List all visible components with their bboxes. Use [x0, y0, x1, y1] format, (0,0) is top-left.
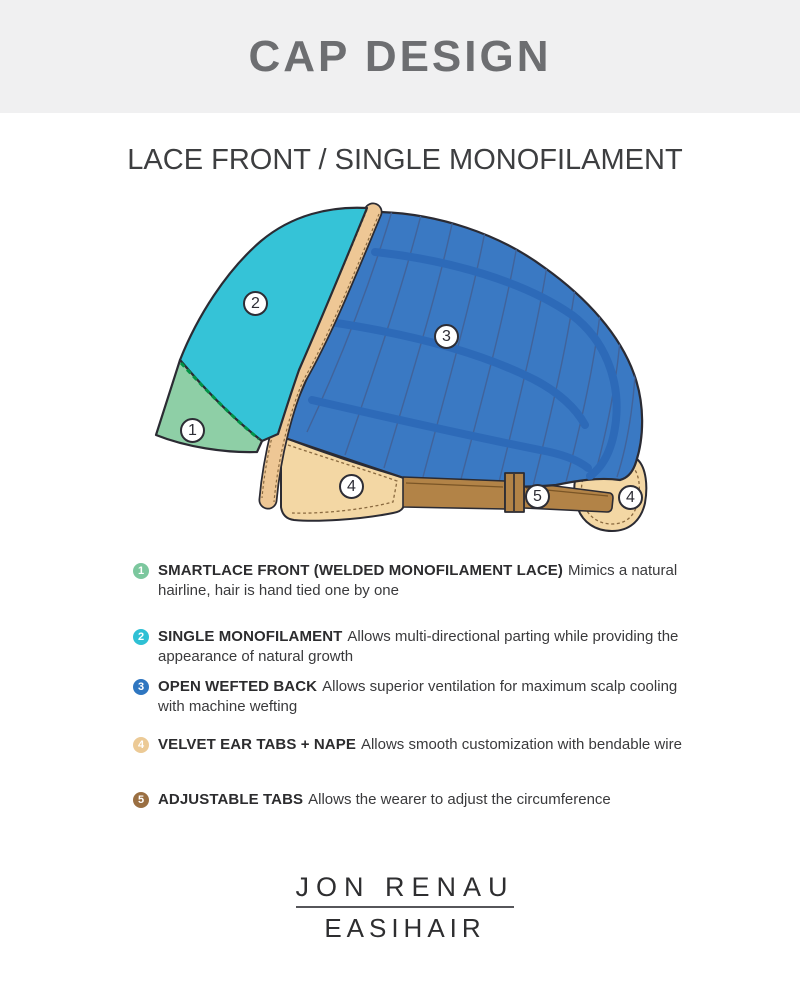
brand-name-easihair: EASIHAIR — [324, 913, 486, 943]
legend-item-4-desc: Allows smooth customization with bendable wire — [360, 736, 682, 753]
brand-name-jon-renau: JON RENAU — [295, 872, 515, 902]
callout-2-badge: 2 — [243, 291, 268, 316]
legend-item-2 — [158, 627, 690, 667]
diagram-subtitle: LACE FRONT / SINGLE MONOFILAMENT — [127, 144, 683, 176]
legend-item-4 — [158, 735, 690, 755]
callout-1-badge: 1 — [180, 418, 205, 443]
brand-logo — [5, 872, 800, 943]
legend-dot-2: 2 — [133, 629, 149, 645]
legend-item-5-desc: Allows the wearer to adjust the circumference — [308, 791, 611, 808]
adjustable-strap-main — [403, 473, 524, 512]
brand-divider — [296, 906, 514, 908]
legend-item-4-title: VELVET EAR TABS + NAPE — [158, 736, 356, 753]
callout-4-right-badge: 4 — [618, 485, 643, 510]
legend-item-2-title: SINGLE MONOFILAMENT — [158, 628, 343, 645]
legend-item-1-title: SMARTLACE FRONT (WELDED MONOFILAMENT LACE) — [158, 562, 563, 579]
legend-item-3-desc: Allows superior ventilation for maximum scalp cooling with machine wefting — [158, 678, 678, 715]
legend-item-1-desc: Mimics a natural hairline, hair is hand tied one by one — [158, 562, 678, 599]
page-title: CAP DESIGN — [248, 31, 552, 81]
legend-dot-4: 4 — [133, 737, 149, 753]
legend-item-3-title: OPEN WEFTED BACK — [158, 678, 318, 695]
callout-4-left-badge: 4 — [339, 474, 364, 499]
legend-dot-5: 5 — [133, 792, 149, 808]
legend-dot-1: 1 — [133, 563, 149, 579]
callout-3-badge: 3 — [434, 324, 459, 349]
callout-5-badge: 5 — [525, 484, 550, 509]
legend-dot-3: 3 — [133, 679, 149, 695]
legend-item-5-title: ADJUSTABLE TABS — [158, 791, 304, 808]
legend-item-1 — [158, 561, 690, 601]
legend-item-5 — [158, 790, 690, 810]
legend-item-2-desc: Allows multi-directional parting while providing the appearance of natural growth — [158, 628, 679, 665]
legend-item-3 — [158, 677, 690, 717]
